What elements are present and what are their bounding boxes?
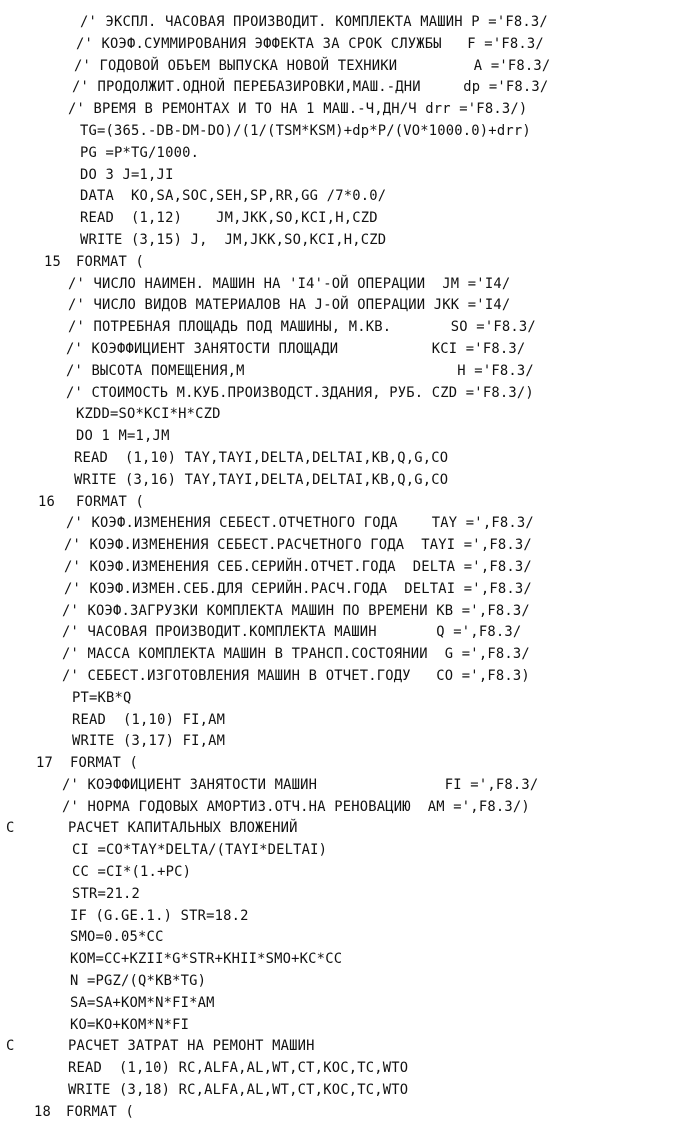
code-text: /' НОРМА ГОДОВЫХ АМОРТИЗ.ОТЧ.НА РЕНОВАЦИЮ AM =',F8.3/) <box>62 798 530 815</box>
code-text: FORMAT ( <box>76 493 145 510</box>
code-text: SMO=0.05*CC <box>70 929 164 946</box>
code-text: DO 1 M=1,JM <box>76 428 170 445</box>
code-line <box>0 208 682 230</box>
code-line <box>0 601 682 623</box>
code-line <box>0 274 682 296</box>
statement-label: 18 <box>34 1103 52 1120</box>
code-text: WRITE (3,17) FI,AM <box>72 733 226 750</box>
code-text: РАСЧЕТ ЗАТРАТ НА РЕМОНТ МАШИН <box>68 1038 315 1055</box>
code-line <box>0 165 682 187</box>
code-text: WRITE (3,18) RC,ALFA,AL,WT,CT,KOC,TC,WTO <box>68 1082 409 1099</box>
code-line <box>0 622 682 644</box>
code-text: IF (G.GE.1.) STR=18.2 <box>70 907 249 924</box>
code-line <box>0 492 682 514</box>
code-line <box>0 143 682 165</box>
code-text: /' КОЭФ.ИЗМЕН.СЕБ.ДЛЯ СЕРИЙН.РАСЧ.ГОДА DELTAI =',F8.3/ <box>64 580 532 597</box>
code-line <box>0 797 682 819</box>
code-text: /' ЭКСПЛ. ЧАСОВАЯ ПРОИЗВОДИТ. КОМПЛЕКТА МАШИН P ='F8.3/ <box>80 14 548 30</box>
code-line <box>0 77 682 99</box>
statement-label: 15 <box>44 253 62 270</box>
code-text: STR=21.2 <box>72 885 141 902</box>
code-text: /' КОЭФ.ИЗМЕНЕНИЯ СЕБЕСТ.ОТЧЕТНОГО ГОДА TAY =',F8.3/ <box>66 515 534 532</box>
code-text: /' СТОИМОСТЬ М.КУБ.ПРОИЗВОДСТ.ЗДАНИЯ, РУБ. CZD ='F8.3/) <box>66 384 534 401</box>
code-text: CC =CI*(1.+PC) <box>72 864 192 881</box>
code-text: CI =CO*TAY*DELTA/(TAYI*DELTAI) <box>72 842 328 859</box>
code-text: KOM=CC+KZII*G*STR+KHII*SMO+KC*CC <box>70 951 343 968</box>
code-line <box>0 731 682 753</box>
code-text: READ (1,10) FI,AM <box>72 711 226 728</box>
code-line <box>0 383 682 405</box>
code-text: /' КОЭФФИЦИЕНТ ЗАНЯТОСТИ ПЛОЩАДИ KCI ='F8.3/ <box>66 340 526 357</box>
code-line <box>0 535 682 557</box>
code-line <box>0 1102 682 1124</box>
code-line <box>0 1036 682 1058</box>
code-line <box>0 513 682 535</box>
code-line <box>0 317 682 339</box>
code-text: /' ЧАСОВАЯ ПРОИЗВОДИТ.КОМПЛЕКТА МАШИН Q =',F8.3/ <box>62 624 522 641</box>
code-text: /' ПОТРЕБНАЯ ПЛОЩАДЬ ПОД МАШИНЫ, М.КВ. SO ='F8.3/ <box>68 319 536 336</box>
code-text: /' КОЭФ.ИЗМЕНЕНИЯ СЕБЕСТ.РАСЧЕТНОГО ГОДА TAYI =',F8.3/ <box>64 537 532 554</box>
code-line <box>0 34 682 56</box>
code-line <box>0 339 682 361</box>
code-line <box>0 448 682 470</box>
code-line <box>0 99 682 121</box>
code-line <box>0 644 682 666</box>
code-line <box>0 230 682 252</box>
code-text: TG=(365.-DB-DM-DO)/(1/(TSM*KSM)+dp*P/(VO*1000.0)+drr) <box>80 122 531 139</box>
code-text: /' КОЭФ.ЗАГРУЗКИ КОМПЛЕКТА МАШИН ПО ВРЕМЕНИ KB =',F8.3/ <box>62 602 530 619</box>
code-line <box>0 818 682 840</box>
statement-label: 17 <box>36 755 54 772</box>
code-text: KZDD=SO*KCI*H*CZD <box>76 406 221 423</box>
code-text: SA=SA+KOM*N*FI*AM <box>70 994 215 1011</box>
code-text: READ (1,12) JM,JKK,SO,KCI,H,CZD <box>80 210 378 227</box>
code-line <box>0 121 682 143</box>
code-line <box>0 710 682 732</box>
code-line <box>0 993 682 1015</box>
code-text: KO=KO+KOM*N*FI <box>70 1016 190 1033</box>
code-text: FORMAT ( <box>66 1103 135 1120</box>
code-text: READ (1,10) TAY,TAYI,DELTA,DELTAI,KB,Q,G,CO <box>74 449 449 466</box>
code-line <box>0 557 682 579</box>
code-line <box>0 56 682 78</box>
code-line <box>0 426 682 448</box>
code-text: PG =P*TG/1000. <box>80 144 200 161</box>
code-text: /' КОЭФФИЦИЕНТ ЗАНЯТОСТИ МАШИН FI =',F8.3/ <box>62 776 539 793</box>
code-line <box>0 906 682 928</box>
code-line <box>0 361 682 383</box>
code-line <box>0 688 682 710</box>
code-line <box>0 862 682 884</box>
code-text: FORMAT ( <box>70 755 139 772</box>
code-text: /' МАССА КОМПЛЕКТА МАШИН В ТРАНСП.СОСТОЯНИИ G =',F8.3/ <box>62 646 530 663</box>
code-line <box>0 186 682 208</box>
code-text: /' ЧИСЛО ВИДОВ МАТЕРИАЛОВ НА J-ОЙ ОПЕРАЦИИ JKK ='I4/ <box>68 297 511 314</box>
code-line <box>0 404 682 426</box>
code-line <box>0 927 682 949</box>
code-line <box>0 949 682 971</box>
code-line <box>0 840 682 862</box>
fortran-listing <box>0 12 682 1124</box>
code-text: /' ЧИСЛО НАИМЕН. МАШИН НА 'I4'-ОЙ ОПЕРАЦИИ JM ='I4/ <box>68 275 511 292</box>
code-text: РАСЧЕТ КАПИТАЛЬНЫХ ВЛОЖЕНИЙ <box>68 820 298 837</box>
code-text: /' ВРЕМЯ В РЕМОНТАХ И ТО НА 1 МАШ.-Ч,ДН/Ч drr ='F8.3/) <box>68 101 528 118</box>
code-text: WRITE (3,15) J, JM,JKK,SO,KCI,H,CZD <box>80 231 387 248</box>
code-line <box>0 775 682 797</box>
code-line <box>0 1080 682 1102</box>
code-line <box>0 971 682 993</box>
code-text: PT=KB*Q <box>72 689 132 706</box>
code-line <box>0 12 682 34</box>
code-text: /' ГОДОВОЙ ОБЪЕМ ВЫПУСКА НОВОЙ ТЕХНИКИ A ='F8.3/ <box>74 57 551 74</box>
comment-marker: C <box>6 820 15 837</box>
code-text: /' ПРОДОЛЖИТ.ОДНОЙ ПЕРЕБАЗИРОВКИ,МАШ.-ДНИ dp ='F8.3/ <box>72 79 549 96</box>
code-text: /' КОЭФ.СУММИРОВАНИЯ ЭФФЕКТА ЗА СРОК СЛУЖБЫ F ='F8.3/ <box>76 35 544 52</box>
code-text: DO 3 J=1,JI <box>80 166 174 183</box>
code-line <box>0 666 682 688</box>
code-line <box>0 753 682 775</box>
code-text: DATA KO,SA,SOC,SEH,SP,RR,GG /7*0.0/ <box>80 188 387 205</box>
code-text: /' СЕБЕСТ.ИЗГОТОВЛЕНИЯ МАШИН В ОТЧЕТ.ГОДУ CO =',F8.3) <box>62 667 530 684</box>
comment-marker: C <box>6 1038 15 1055</box>
code-line <box>0 1058 682 1080</box>
code-line <box>0 252 682 274</box>
code-text: /' ВЫСОТА ПОМЕЩЕНИЯ,М H ='F8.3/ <box>66 362 534 379</box>
statement-label: 16 <box>38 493 56 510</box>
code-line <box>0 295 682 317</box>
code-line <box>0 1015 682 1037</box>
code-line <box>0 884 682 906</box>
code-text: READ (1,10) RC,ALFA,AL,WT,CT,KOC,TC,WTO <box>68 1060 409 1077</box>
code-line <box>0 470 682 492</box>
code-line <box>0 579 682 601</box>
code-text: N =PGZ/(Q*KB*TG) <box>70 973 207 990</box>
code-text: FORMAT ( <box>76 253 145 270</box>
code-text: /' КОЭФ.ИЗМЕНЕНИЯ СЕБ.СЕРИЙН.ОТЧЕТ.ГОДА DELTA =',F8.3/ <box>64 558 532 575</box>
code-text: WRITE (3,16) TAY,TAYI,DELTA,DELTAI,KB,Q,G,CO <box>74 471 449 488</box>
